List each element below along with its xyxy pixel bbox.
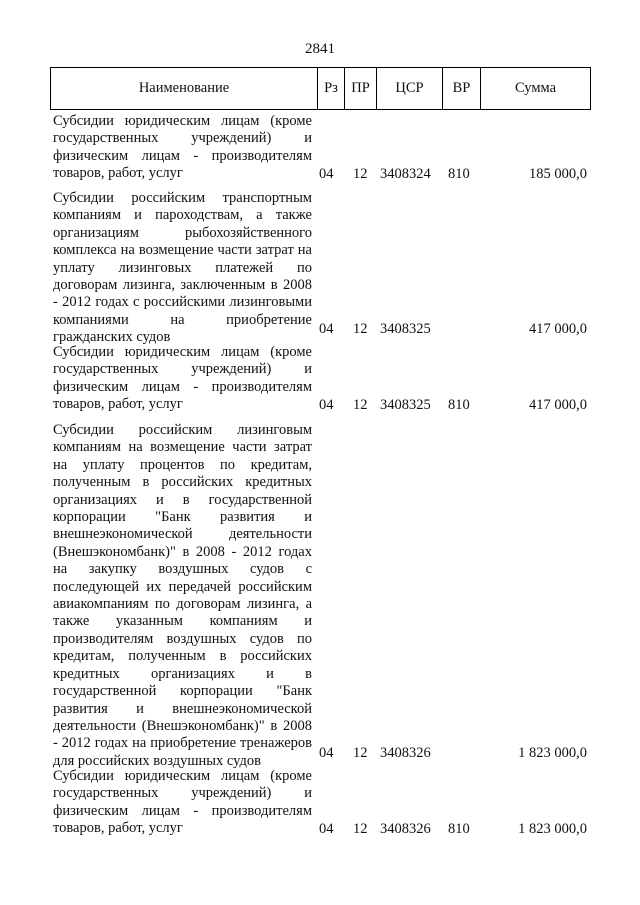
row-vr: 810: [448, 397, 470, 413]
row-rz: 04: [319, 397, 334, 413]
row-codes: [50, 744, 591, 762]
row-sum: 417 000,0: [529, 321, 587, 337]
row-rz: 04: [319, 166, 334, 182]
row-pr: 12: [353, 397, 368, 413]
row-codes: [50, 396, 591, 414]
row-name: Субсидии российским транспортным компаниям и пароходствам, а также организациям рыбохозяйственного комплекса на возмещение части затрат на уплату лизинговых платежей по договорам лизинга, заключенным в 2008 - 2012 годах с российскими лизинговыми компаниями на приобретение гражданских судов: [53, 190, 312, 346]
row-codes: [50, 320, 591, 338]
header-sum: Сумма: [514, 80, 557, 96]
header-csr: ЦСР: [377, 68, 443, 109]
row-sum: 417 000,0: [529, 397, 587, 413]
table-row: [50, 113, 591, 183]
row-sum: 1 823 000,0: [518, 745, 587, 761]
header-vr: ВР: [443, 68, 481, 109]
row-codes: [50, 165, 591, 183]
row-sum: 1 823 000,0: [518, 821, 587, 837]
row-pr: 12: [353, 821, 368, 837]
row-pr: 12: [353, 166, 368, 182]
table-row: [50, 344, 591, 414]
row-name: Субсидии юридическим лицам (кроме государственных учреждений) и физическим лицам - производителям товаров, работ, услуг: [53, 768, 312, 837]
row-csr: 3408324: [380, 166, 431, 182]
row-vr: 810: [448, 166, 470, 182]
row-csr: 3408326: [380, 745, 431, 761]
row-vr: 810: [448, 821, 470, 837]
row-name: Субсидии российским лизинговым компаниям на возмещение части затрат на уплату процентов по кредитам, полученным в российских кредитных организациях и в государственной корпорации "Банк развития и внешнеэкономической деятельности (Внешэкономбанк)" в 2008 - 2012 годах на закупку воздушных судов с последующей их передачей российским авиакомпаниям по договорам лизинга, а также указанным компаниям и производителям воздушных судов по кредитам, полученным в российских кредитных организациях и в государственной корпорации "Банк развития и внешнеэкономической деятельности (Внешэкономбанк)" в 2008 - 2012 годах на приобретение тренажеров для российских воздушных судов: [53, 422, 312, 769]
row-name: Субсидии юридическим лицам (кроме государственных учреждений) и физическим лицам - производителям товаров, работ, услуг: [53, 344, 312, 413]
header-rz: Рз: [318, 68, 345, 109]
row-name: Субсидии юридическим лицам (кроме государственных учреждений) и физическим лицам - производителям товаров, работ, услуг: [53, 113, 312, 182]
table-row: [50, 190, 591, 346]
row-sum: 185 000,0: [529, 166, 587, 182]
row-csr: 3408325: [380, 321, 431, 337]
row-codes: [50, 820, 591, 838]
row-rz: 04: [319, 321, 334, 337]
row-csr: 3408325: [380, 397, 431, 413]
row-rz: 04: [319, 821, 334, 837]
row-csr: 3408326: [380, 821, 431, 837]
header-name: Наименование: [51, 68, 318, 109]
row-pr: 12: [353, 745, 368, 761]
table-row: [50, 768, 591, 838]
row-pr: 12: [353, 321, 368, 337]
table-header: [50, 67, 591, 110]
header-pr: ПР: [345, 68, 377, 109]
page-number: 2841: [305, 41, 335, 57]
row-rz: 04: [319, 745, 334, 761]
table-row: [50, 422, 591, 769]
